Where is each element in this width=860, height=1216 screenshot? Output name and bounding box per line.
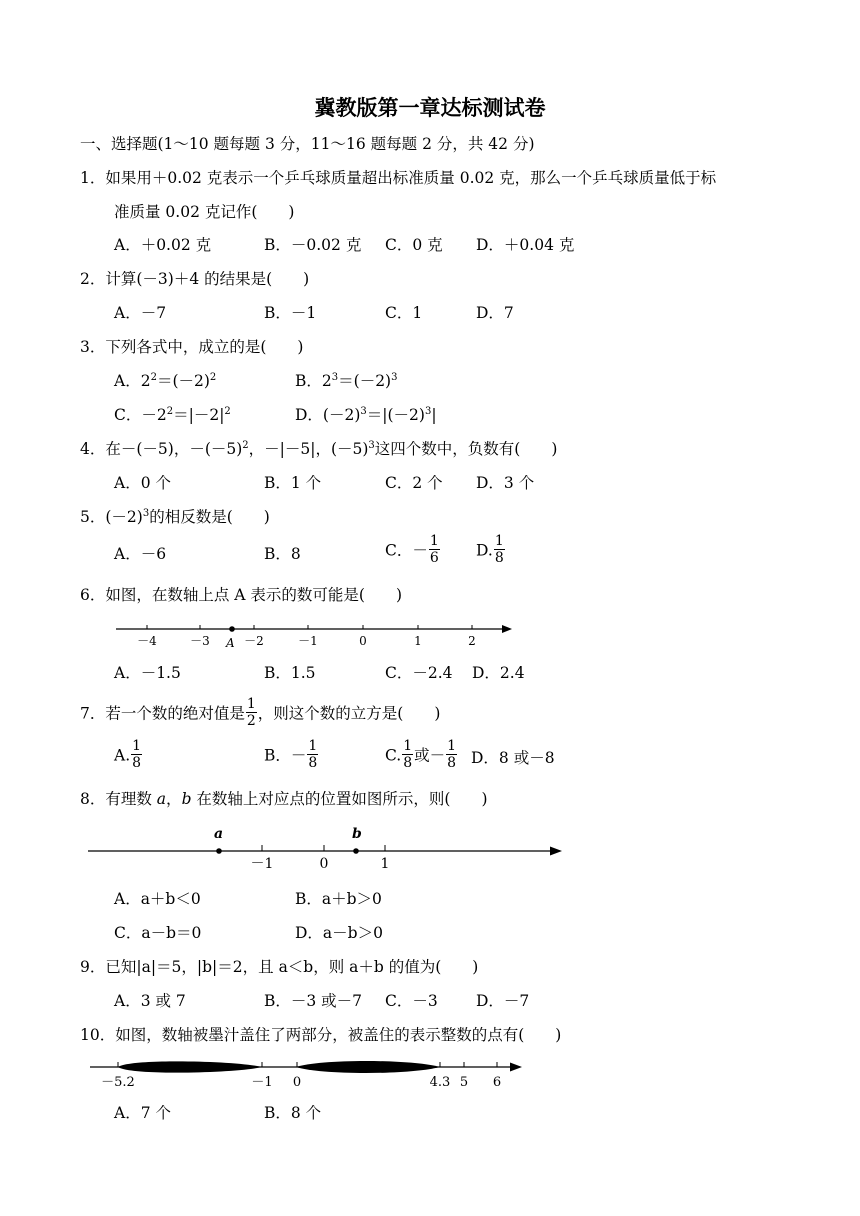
q6-option-c: C．－2.4 — [385, 664, 453, 682]
axis-tick-label: －1 — [251, 1075, 273, 1090]
q4-option-a: A．0 个 — [114, 474, 171, 492]
q10-option-a: A．7 个 — [114, 1104, 171, 1122]
q1-option-a: A．＋0.02 克 — [114, 236, 212, 254]
q6-option-b: B．1.5 — [264, 664, 316, 682]
axis-tick-label: 6 — [492, 1075, 502, 1090]
axis-tick-label: 4.3 — [429, 1075, 451, 1090]
fraction: $\frac{1}{8}$ — [494, 533, 504, 566]
q6-option-a: A．－1.5 — [114, 664, 181, 682]
q5-option-b: B．8 — [264, 545, 301, 563]
question-5-stem: 5．$(-2)^3$的相反数是( ) — [80, 508, 270, 526]
question-10-stem: 10．如图，数轴被墨汁盖住了两部分，被盖住的表示整数的点有( ) — [80, 1026, 562, 1044]
axis-tick-label: 0 — [319, 856, 329, 872]
q4-option-d: D．3 个 — [476, 474, 535, 492]
fraction: $\frac{1}{2}$ — [246, 696, 256, 729]
axis-tick-label: 2 — [468, 634, 476, 648]
axis-tick-label: －1 — [298, 634, 318, 648]
question-4-stem: 4．在－(－5)，$-(-5)^2$，－|－5|，$(-5)^3$这四个数中，负数有( ) — [80, 440, 558, 458]
point-a — [229, 626, 235, 632]
q5-option-c: C．－ $\frac{1}{6}$ — [385, 533, 439, 566]
q1-option-d: D．＋0.04 克 — [476, 236, 575, 254]
ink-blot-left — [118, 1061, 262, 1072]
q5-option-a: A．－6 — [114, 545, 167, 563]
question-1-stem-cont: 准质量 0.02 克记作( ) — [114, 203, 295, 221]
point-a-label: a — [214, 826, 224, 842]
q9-option-b: B．－3 或－7 — [264, 992, 363, 1010]
q7-option-a: A. $\frac{1}{8}$ — [114, 738, 142, 771]
fraction: $\frac{1}{8}$ — [403, 738, 413, 771]
axis-tick-label: 1 — [380, 856, 390, 872]
q1-option-c: C．0 克 — [385, 236, 443, 254]
q7-option-b: B．－ $\frac{1}{8}$ — [264, 738, 318, 771]
point-b-label: b — [352, 826, 362, 842]
question-3-stem: 3．下列各式中，成立的是( ) — [80, 338, 304, 356]
q9-option-c: C．－3 — [385, 992, 438, 1010]
point-a — [216, 848, 222, 854]
axis-tick-label: －1 — [250, 856, 274, 872]
q8-option-c: C．a－b＝0 — [114, 924, 202, 942]
axis-tick-label: 0 — [292, 1075, 302, 1090]
ink-blot-right — [296, 1061, 440, 1073]
axis-tick-label: 0 — [359, 634, 367, 648]
q2-option-d: D．7 — [476, 304, 514, 322]
q9-option-d: D．－7 — [476, 992, 530, 1010]
q2-option-a: A．－7 — [114, 304, 167, 322]
fraction: $\frac{1}{8}$ — [447, 738, 457, 771]
number-line-q6 — [116, 618, 516, 658]
point-a-label: A — [226, 636, 235, 650]
fraction: $\frac{1}{8}$ — [308, 738, 318, 771]
q4-option-b: B．1 个 — [264, 474, 322, 492]
q8-option-b: B．a＋b＞0 — [295, 890, 382, 908]
q7-option-c: C. $\frac{1}{8}$ 或－ $\frac{1}{8}$ — [385, 738, 457, 771]
q3-option-b: B．$2^3=(-2)^3$ — [295, 372, 398, 390]
q3-option-c: C．$-2^2=|-2|^2$ — [114, 406, 231, 424]
axis-tick-label: －5.2 — [101, 1075, 135, 1090]
point-b — [353, 848, 359, 854]
axis-tick-label: 1 — [414, 634, 422, 648]
page-title: 冀教版第一章达标测试卷 — [314, 96, 546, 120]
q9-option-a: A．3 或 7 — [114, 992, 186, 1010]
question-2-stem: 2．计算(－3)＋4 的结果是( ) — [80, 270, 310, 288]
q8-option-d: D．a－b＞0 — [295, 924, 383, 942]
question-9-stem: 9．已知|a|＝5，|b|＝2，且 a＜b，则 a＋b 的值为( ) — [80, 958, 479, 976]
q3-option-d: D．$(-2)^3=|(-2)^3|$ — [295, 406, 437, 424]
question-8-stem: 8．有理数 a，b 在数轴上对应点的位置如图所示，则( ) — [80, 790, 488, 808]
q8-option-a: A．a＋b＜0 — [114, 890, 201, 908]
axis-tick-label: 5 — [459, 1075, 469, 1090]
q2-option-c: C．1 — [385, 304, 423, 322]
q7-option-d: D．8 或－8 — [471, 749, 555, 767]
axis-tick-label: －4 — [137, 634, 157, 648]
question-6-stem: 6．如图，在数轴上点 A 表示的数可能是( ) — [80, 586, 403, 604]
number-line-q10 — [90, 1055, 530, 1095]
axis-tick-label: －3 — [190, 634, 210, 648]
question-7-stem: 7．若一个数的绝对值是 $\frac{1}{2}$ ，则这个数的立方是( ) — [80, 696, 441, 729]
question-1-stem: 1．如果用＋0.02 克表示一个乒乓球质量超出标准质量 0.02 克，那么一个乒乓球质量低于标 — [80, 169, 717, 187]
fraction: $\frac{1}{6}$ — [429, 533, 439, 566]
q4-option-c: C．2 个 — [385, 474, 443, 492]
q2-option-b: B．－1 — [264, 304, 317, 322]
q10-option-b: B．8 个 — [264, 1104, 322, 1122]
fraction: $\frac{1}{8}$ — [132, 738, 142, 771]
q3-option-a: A．$2^2=(-2)^2$ — [114, 372, 217, 390]
q5-option-d: D. $\frac{1}{8}$ — [476, 533, 504, 566]
q6-option-d: D．2.4 — [472, 664, 525, 682]
section-heading: 一、选择题(1～10 题每题 3 分，11～16 题每题 2 分，共 42 分) — [80, 135, 535, 153]
number-line-q8 — [88, 824, 568, 874]
axis-tick-label: －2 — [244, 634, 264, 648]
q1-option-b: B．－0.02 克 — [264, 236, 362, 254]
